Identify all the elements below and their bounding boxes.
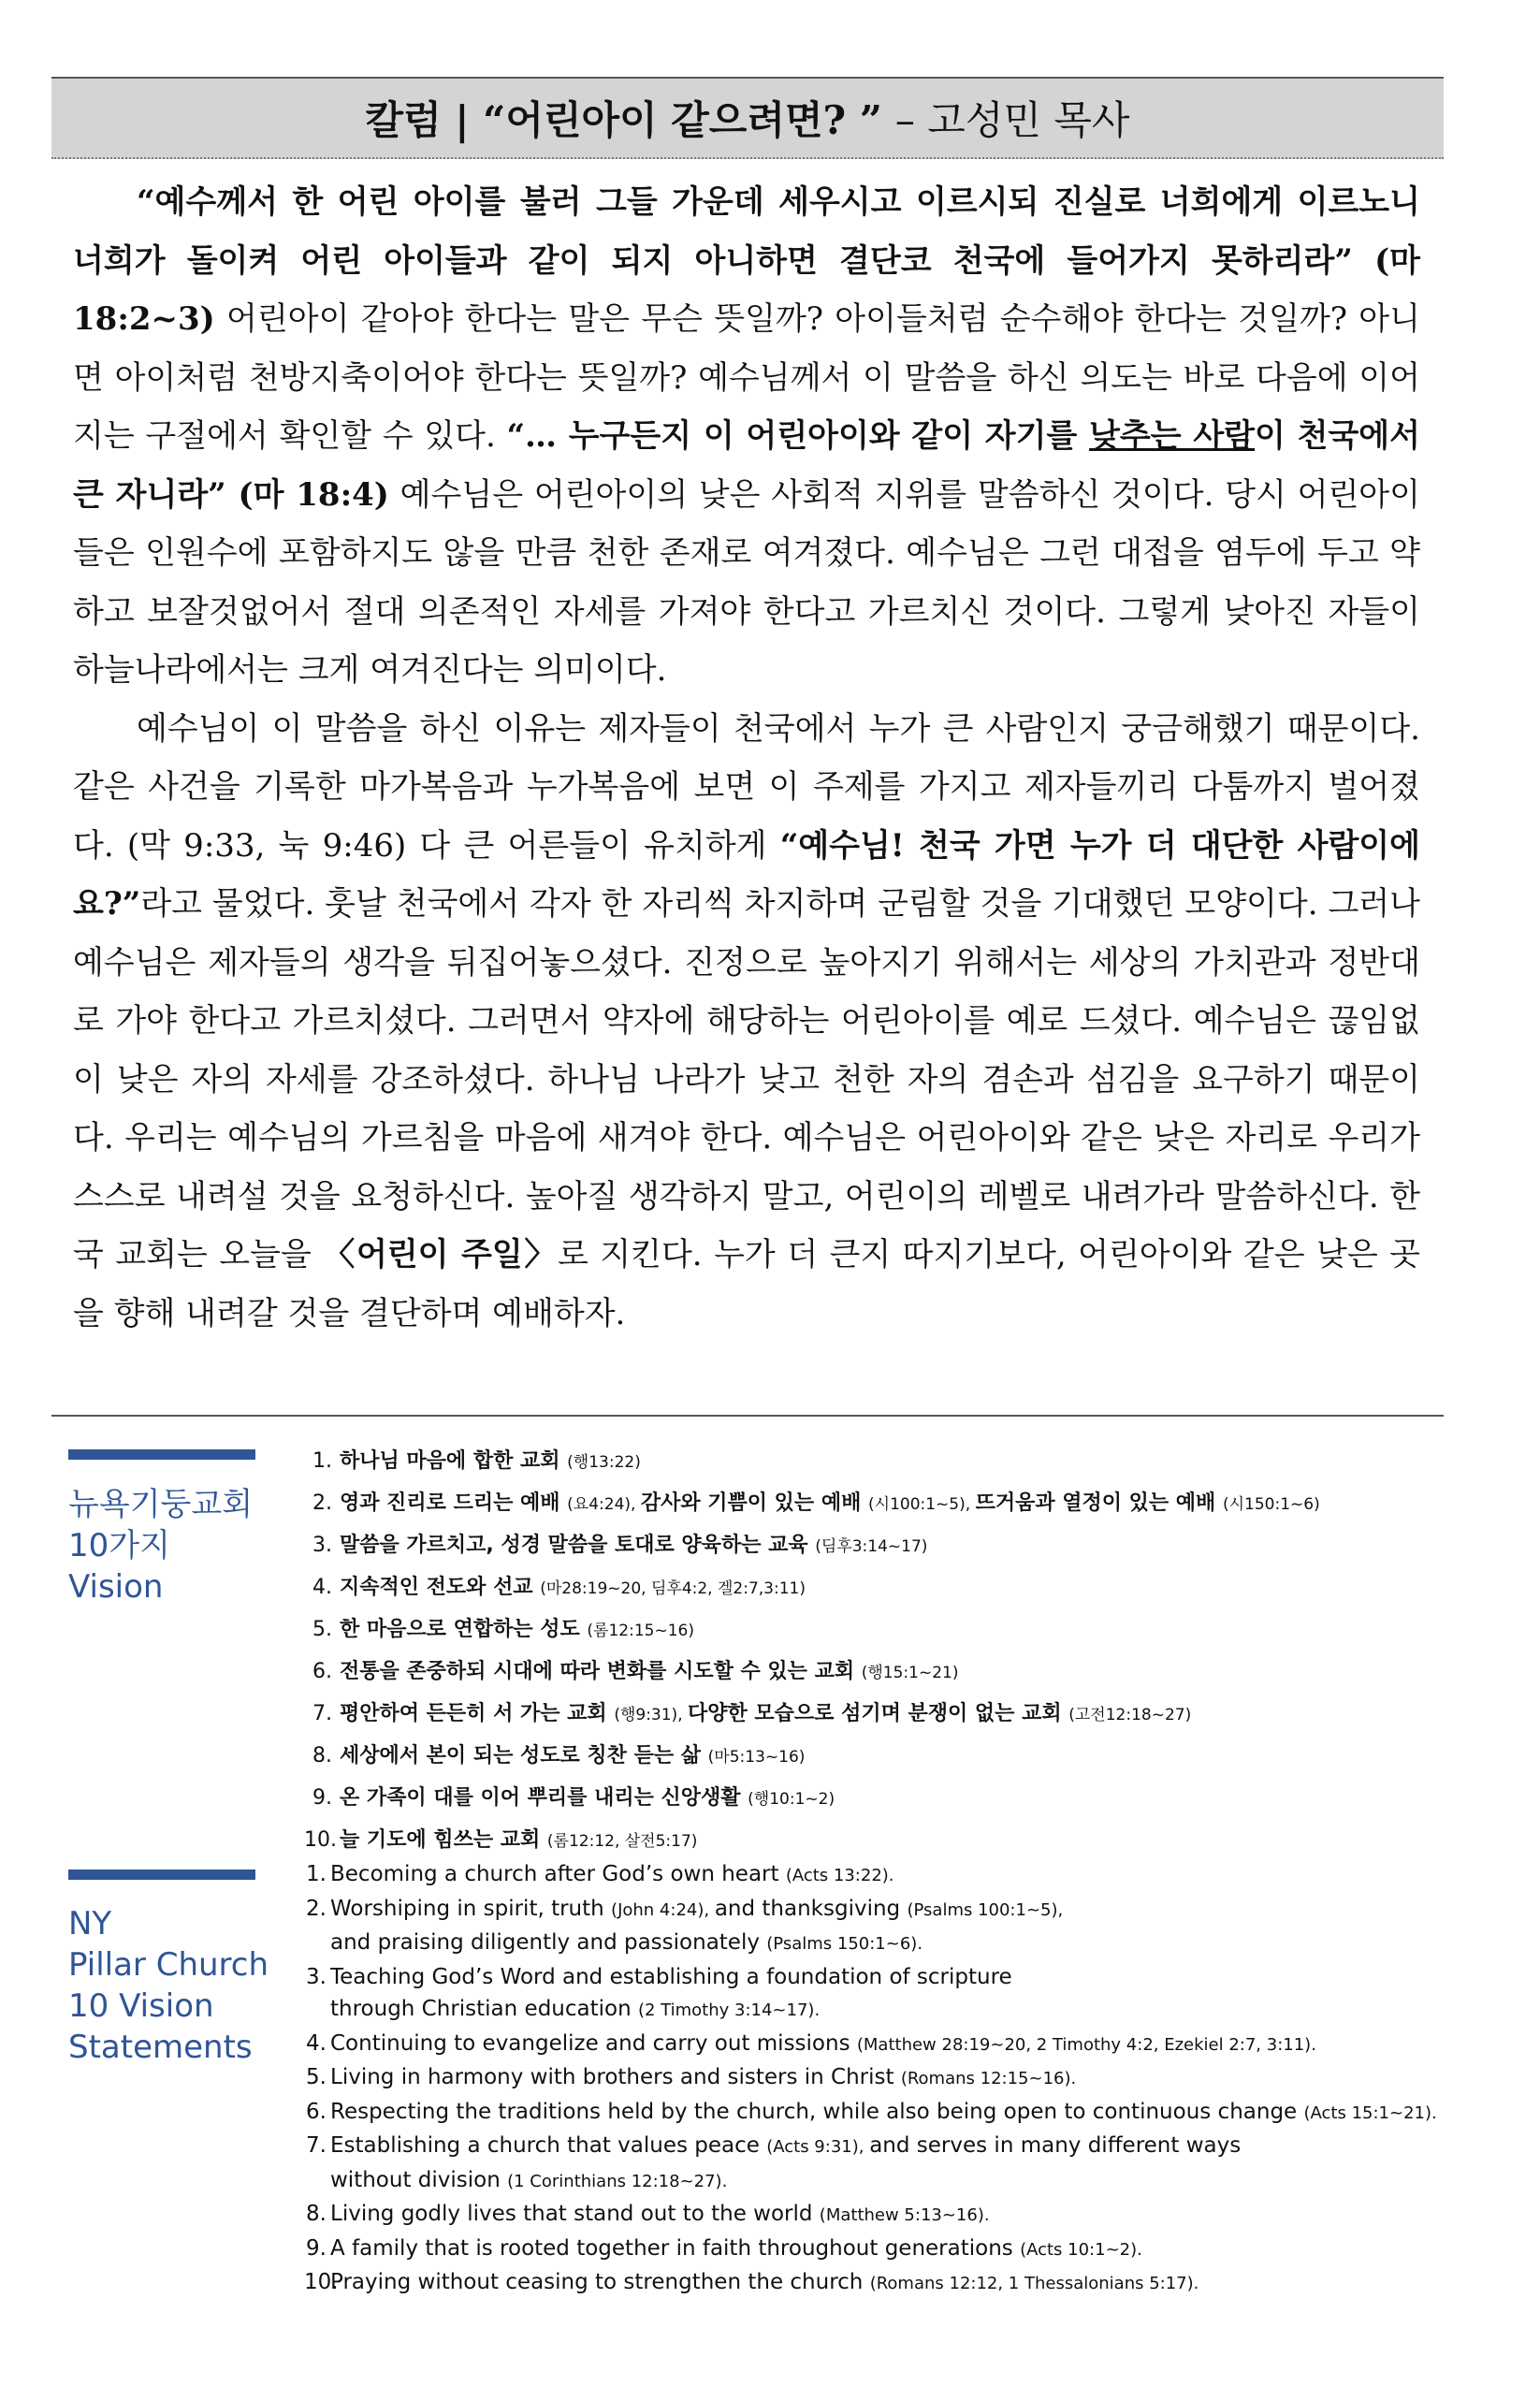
item-number: 2.: [306, 1896, 327, 1921]
vision-text: A family that is rooted together in faith throughout generations: [330, 2235, 1021, 2261]
vision-en-item: [304, 1961, 1437, 1994]
item-number: 4.: [312, 1576, 332, 1599]
item-number: 9.: [306, 2235, 327, 2261]
vision-kr-item: [304, 1820, 1320, 1862]
item-number: 10.: [304, 1828, 337, 1852]
scripture-reference: (Psalms 100:1~5),: [907, 1899, 1064, 1920]
item-number: [304, 1927, 330, 1961]
item-number: 9.: [312, 1786, 332, 1810]
item-number: 3.: [306, 1964, 327, 1989]
vision-en-item: [304, 2233, 1437, 2267]
scripture-reference: (롬12:15~16): [587, 1622, 694, 1640]
article-text: 예수님은 어린아이의 낮은 사회적 지위를 말씀하신 것이다. 당시 어린아이들은 인원수에 포함하지도 않을 만큼 천한 존재로 여겨졌다. 예수님은 그런 대접을 염두에 두고 약하고 보잘것없어서 절대 의존적인 자세를 가져야 한다고 가르치신 것이다. 그렇게 낮아진 자들이 하늘나라에서는 크게 여겨진다는 의미이다.: [73, 475, 1420, 689]
scripture-reference: (딤후3:14~17): [815, 1537, 928, 1556]
scripture-reference: (마5:13~16): [707, 1748, 806, 1767]
vision-text: Continuing to evangelize and carry out missions: [330, 2030, 857, 2056]
vision-en-title: NY Pillar Church 10 Vision Statements: [68, 1905, 269, 2066]
vision-text: 온 가족이 대를 이어 뿌리를 내리는 신앙생활: [340, 1786, 748, 1810]
vision-text: through Christian education: [330, 1997, 638, 2021]
accent-bar: [68, 1870, 255, 1880]
scripture-reference: (Romans 12:15~16).: [900, 2069, 1077, 2088]
underlined-phrase: 낮추는 사람: [1089, 417, 1256, 455]
vision-text: Respecting the traditions held by the church, while also being open to continuous change: [330, 2099, 1304, 2124]
vision-kr-item: [304, 1778, 1320, 1820]
column-title: 칼럼 | “어린아이 같으려면? ”: [365, 97, 882, 143]
item-content: [330, 1993, 1437, 2028]
scripture-reference: (시100:1~5),: [868, 1495, 976, 1514]
section-divider: [51, 1415, 1444, 1417]
vision-text: and praising diligently and passionately: [330, 1930, 767, 1955]
vision-kr-item: [304, 1694, 1320, 1736]
scripture-reference: (행10:1~2): [748, 1790, 835, 1809]
vision-en-item: [304, 2130, 1437, 2164]
accent-bar: [68, 1449, 255, 1460]
vision-en-item: [304, 1993, 1437, 2028]
item-content: [340, 1820, 1320, 1862]
item-number: 10.: [304, 2270, 339, 2294]
vision-en-item: [304, 2198, 1437, 2233]
vision-text: 뜨거움과 열정이 있는 예배: [975, 1491, 1223, 1515]
item-content: [330, 1893, 1437, 1928]
item-number: 2.: [312, 1491, 332, 1515]
item-number: 1.: [312, 1449, 332, 1473]
item-content: [340, 1525, 1320, 1567]
vision-kr-title: 뉴욕기둥교회 10가지 Vision: [68, 1486, 254, 1606]
vision-text: 전통을 존중하되 시대에 따라 변화를 시도할 수 있는 교회: [340, 1660, 862, 1683]
vision-en-item: [304, 1893, 1437, 1928]
item-content: [340, 1778, 1320, 1820]
item-content: [330, 2096, 1437, 2131]
vision-kr-list: [304, 1441, 1320, 1862]
vision-kr-item: [304, 1567, 1320, 1609]
scripture-reference: (Matthew 28:19~20, 2 Timothy 4:2, Ezekiel 2:7, 3:11).: [856, 2034, 1316, 2055]
vision-kr-item: [304, 1441, 1320, 1483]
vision-text: 세상에서 본이 되는 성도로 칭찬 듣는 삶: [340, 1744, 708, 1768]
vision-text: Praying without ceasing to strengthen the church: [330, 2270, 870, 2294]
scripture-quote: “예수께서 한 어린 아이를 불러 그들 가운데 세우시고 이르시되 진실로 너희에게 이르노니 너희가 돌이켜 어린 아이들과 같이 되지 아니하면 결단코 천국에 들어가지 못하리라” (마 18:2~3): [73, 183, 1420, 338]
vision-en-item: [304, 1927, 1437, 1961]
vision-en-item: [304, 2028, 1437, 2062]
item-content: [330, 2130, 1437, 2164]
scripture-reference: (요4:24),: [567, 1495, 641, 1514]
vision-text: Living in harmony with brothers and sisters in Christ: [330, 2065, 901, 2089]
vision-en-item: [304, 2266, 1437, 2301]
scripture-reference: (고전12:18~27): [1068, 1706, 1192, 1724]
vision-text: 다양한 모습으로 섬기며 분쟁이 없는 교회: [688, 1702, 1069, 1725]
scripture-reference: (Acts 15:1~21).: [1303, 2102, 1437, 2123]
vision-text: 한 마음으로 연합하는 성도: [340, 1618, 588, 1641]
vision-text: 하나님 마음에 합한 교회: [340, 1449, 568, 1473]
item-number: 5.: [306, 2065, 327, 2089]
vision-kr-item: [304, 1483, 1320, 1525]
item-number: 7.: [306, 2133, 327, 2158]
scripture-reference: (John 4:24),: [611, 1899, 715, 1920]
item-number: 8.: [312, 1744, 332, 1768]
vision-text: Living godly lives that stand out to the world: [330, 2202, 820, 2226]
item-number: [304, 2164, 330, 2199]
vision-kr-item: [304, 1736, 1320, 1778]
vision-text: Becoming a church after God’s own heart: [330, 1862, 786, 1886]
item-content: [330, 2233, 1437, 2267]
item-number: 6.: [306, 2099, 327, 2124]
item-number: 8.: [306, 2202, 327, 2226]
article-text: 라고 물었다. 훗날 천국에서 각자 한 자리씩 차지하며 군림할 것을 기대했던 모양이다. 그러나 예수님은 제자들의 생각을 뒤집어놓으셨다. 진정으로 높아지기 위해서는 세상의 가치관과 정반대로 가야 한다고 가르치셨다. 그러면서 약자에 해당하는 어린아이를 예로 드셨다. 예수님은 끊임없이 낮은 자의 자세를 강조하셨다. 하나님 나라가 낮고 천한 자의 겸손과 섬김을 요구하기 때문이다. 우리는 예수님의 가르침을 마음에 새겨야 한다. 예수님은 어린아이와 같은 낮은 자리로 우리가 스스로 내려설 것을 요청하신다. 높아질 생각하지 말고, 어린이의 레벨로 내려가라 말씀하신다. 한국 교회는 오늘을: [73, 885, 1420, 1273]
scripture-reference: (2 Timothy 3:14~17).: [637, 2000, 821, 2020]
item-number: 7.: [312, 1702, 332, 1725]
vision-kr-item: [304, 1525, 1320, 1567]
column-article: [73, 173, 1420, 1343]
vision-text: and thanksgiving: [714, 1896, 908, 1921]
vision-text: Worshiping in spirit, truth: [330, 1896, 612, 1921]
scripture-quote: 이 천국에서 큰 자니라” (마 18:4): [73, 417, 1420, 514]
vision-text: 평안하여 든든히 서 가는 교회: [340, 1702, 615, 1725]
item-content: [330, 1858, 1437, 1893]
vision-text: 지속적인 전도와 선교: [340, 1576, 541, 1599]
item-content: [330, 2061, 1437, 2096]
article-text: 어린아이 같아야 한다는 말은 무슨 뜻일까? 아이들처럼 순수해야 한다는 것일까? 아니면 아이처럼 천방지축이어야 한다는 뜻일까? 예수님께서 이 말씀을 하신 의도는 바로 다음에 이어지는 구절에서 확인할 수 있다.: [73, 300, 1420, 455]
item-number: 3.: [312, 1534, 332, 1557]
vision-en-item: [304, 1858, 1437, 1893]
vision-en-item: [304, 2164, 1437, 2199]
column-header: [51, 77, 1444, 159]
scripture-reference: (Matthew 5:13~16).: [819, 2205, 990, 2225]
vision-kr-item: [304, 1609, 1320, 1651]
scripture-reference: (행13:22): [567, 1453, 641, 1472]
vision-en-item: [304, 2096, 1437, 2131]
item-number: 5.: [312, 1618, 332, 1641]
item-content: [330, 2198, 1437, 2233]
article-text: 예수님이 이 말씀을 하신 이유는 제자들이 천국에서 누가 큰 사람인지 궁금해했기 때문이다. 같은 사건을 기록한 마가복음과 누가복음에 보면 이 주제를 가지고 제자들끼리 다툼까지 벌어졌다. (막 9:33, 눅 9:46) 다 큰 어른들이 유치하게: [73, 709, 1420, 865]
item-content: [330, 2028, 1437, 2062]
scripture-reference: (행9:31),: [614, 1706, 688, 1724]
vision-text: 늘 기도에 힘쓰는 교회: [340, 1828, 547, 1852]
item-content: [340, 1483, 1320, 1525]
item-content: [330, 1927, 1437, 1961]
item-content: [340, 1651, 1320, 1694]
item-number: 6.: [312, 1660, 332, 1683]
quoted-question: “예수님! 천국 가면 누가 더 대단한 사람이에요?”: [73, 826, 1420, 923]
scripture-quote: “… 누구든지 이 어린아이와 같이 자기를: [506, 417, 1090, 455]
item-content: [340, 1609, 1320, 1651]
scripture-reference: (Psalms 150:1~6).: [766, 1934, 923, 1954]
item-content: [330, 2266, 1437, 2301]
scripture-reference: (1 Corinthians 12:18~27).: [507, 2171, 728, 2191]
item-content: [330, 2164, 1437, 2199]
vision-text: Teaching God’s Word and establishing a foundation of scripture: [330, 1964, 1012, 1989]
scripture-reference: (마28:19~20, 딤후4:2, 겔2:7,3:11): [540, 1579, 806, 1598]
article-text: 로 지킨다. 누가 더 큰지 따지기보다, 어린아이와 같은 낮은 곳을 향해 내려갈 것을 결단하며 예배하자.: [73, 1236, 1420, 1332]
article-paragraph-2: [73, 700, 1420, 1344]
vision-kr-item: [304, 1651, 1320, 1694]
scripture-reference: (Acts 10:1~2).: [1020, 2239, 1142, 2260]
vision-text: 감사와 기쁨이 있는 예배: [640, 1491, 869, 1515]
vision-en-item: [304, 2061, 1437, 2096]
scripture-reference: (롬12:12, 살전5:17): [546, 1832, 698, 1851]
item-number: 1.: [306, 1862, 327, 1886]
scripture-reference: (Romans 12:12, 1 Thessalonians 5:17).: [869, 2274, 1199, 2293]
article-paragraph-1: [73, 173, 1420, 700]
scripture-reference: (Acts 13:22).: [785, 1866, 894, 1885]
scripture-reference: (행15:1~21): [861, 1664, 959, 1682]
vision-text: without division: [330, 2167, 508, 2192]
vision-text: and serves in many different ways: [869, 2133, 1242, 2158]
item-content: [340, 1736, 1320, 1778]
column-author: – 고성민 목사: [894, 97, 1130, 143]
vision-text: Establishing a church that values peace: [330, 2133, 767, 2158]
item-content: [340, 1441, 1320, 1483]
item-content: [340, 1694, 1320, 1736]
scripture-reference: (Acts 9:31),: [766, 2137, 870, 2157]
item-content: [330, 1961, 1437, 1994]
childrens-sunday: 〈어린이 주일〉: [323, 1236, 558, 1273]
vision-en-list: [304, 1858, 1437, 2301]
vision-text: 영과 진리로 드리는 예배: [340, 1491, 568, 1515]
item-number: [304, 1993, 330, 2028]
item-number: 4.: [306, 2030, 327, 2056]
item-content: [340, 1567, 1320, 1609]
scripture-reference: (시150:1~6): [1222, 1495, 1320, 1514]
vision-text: 말씀을 가르치고, 성경 말씀을 토대로 양육하는 교육: [340, 1534, 816, 1557]
